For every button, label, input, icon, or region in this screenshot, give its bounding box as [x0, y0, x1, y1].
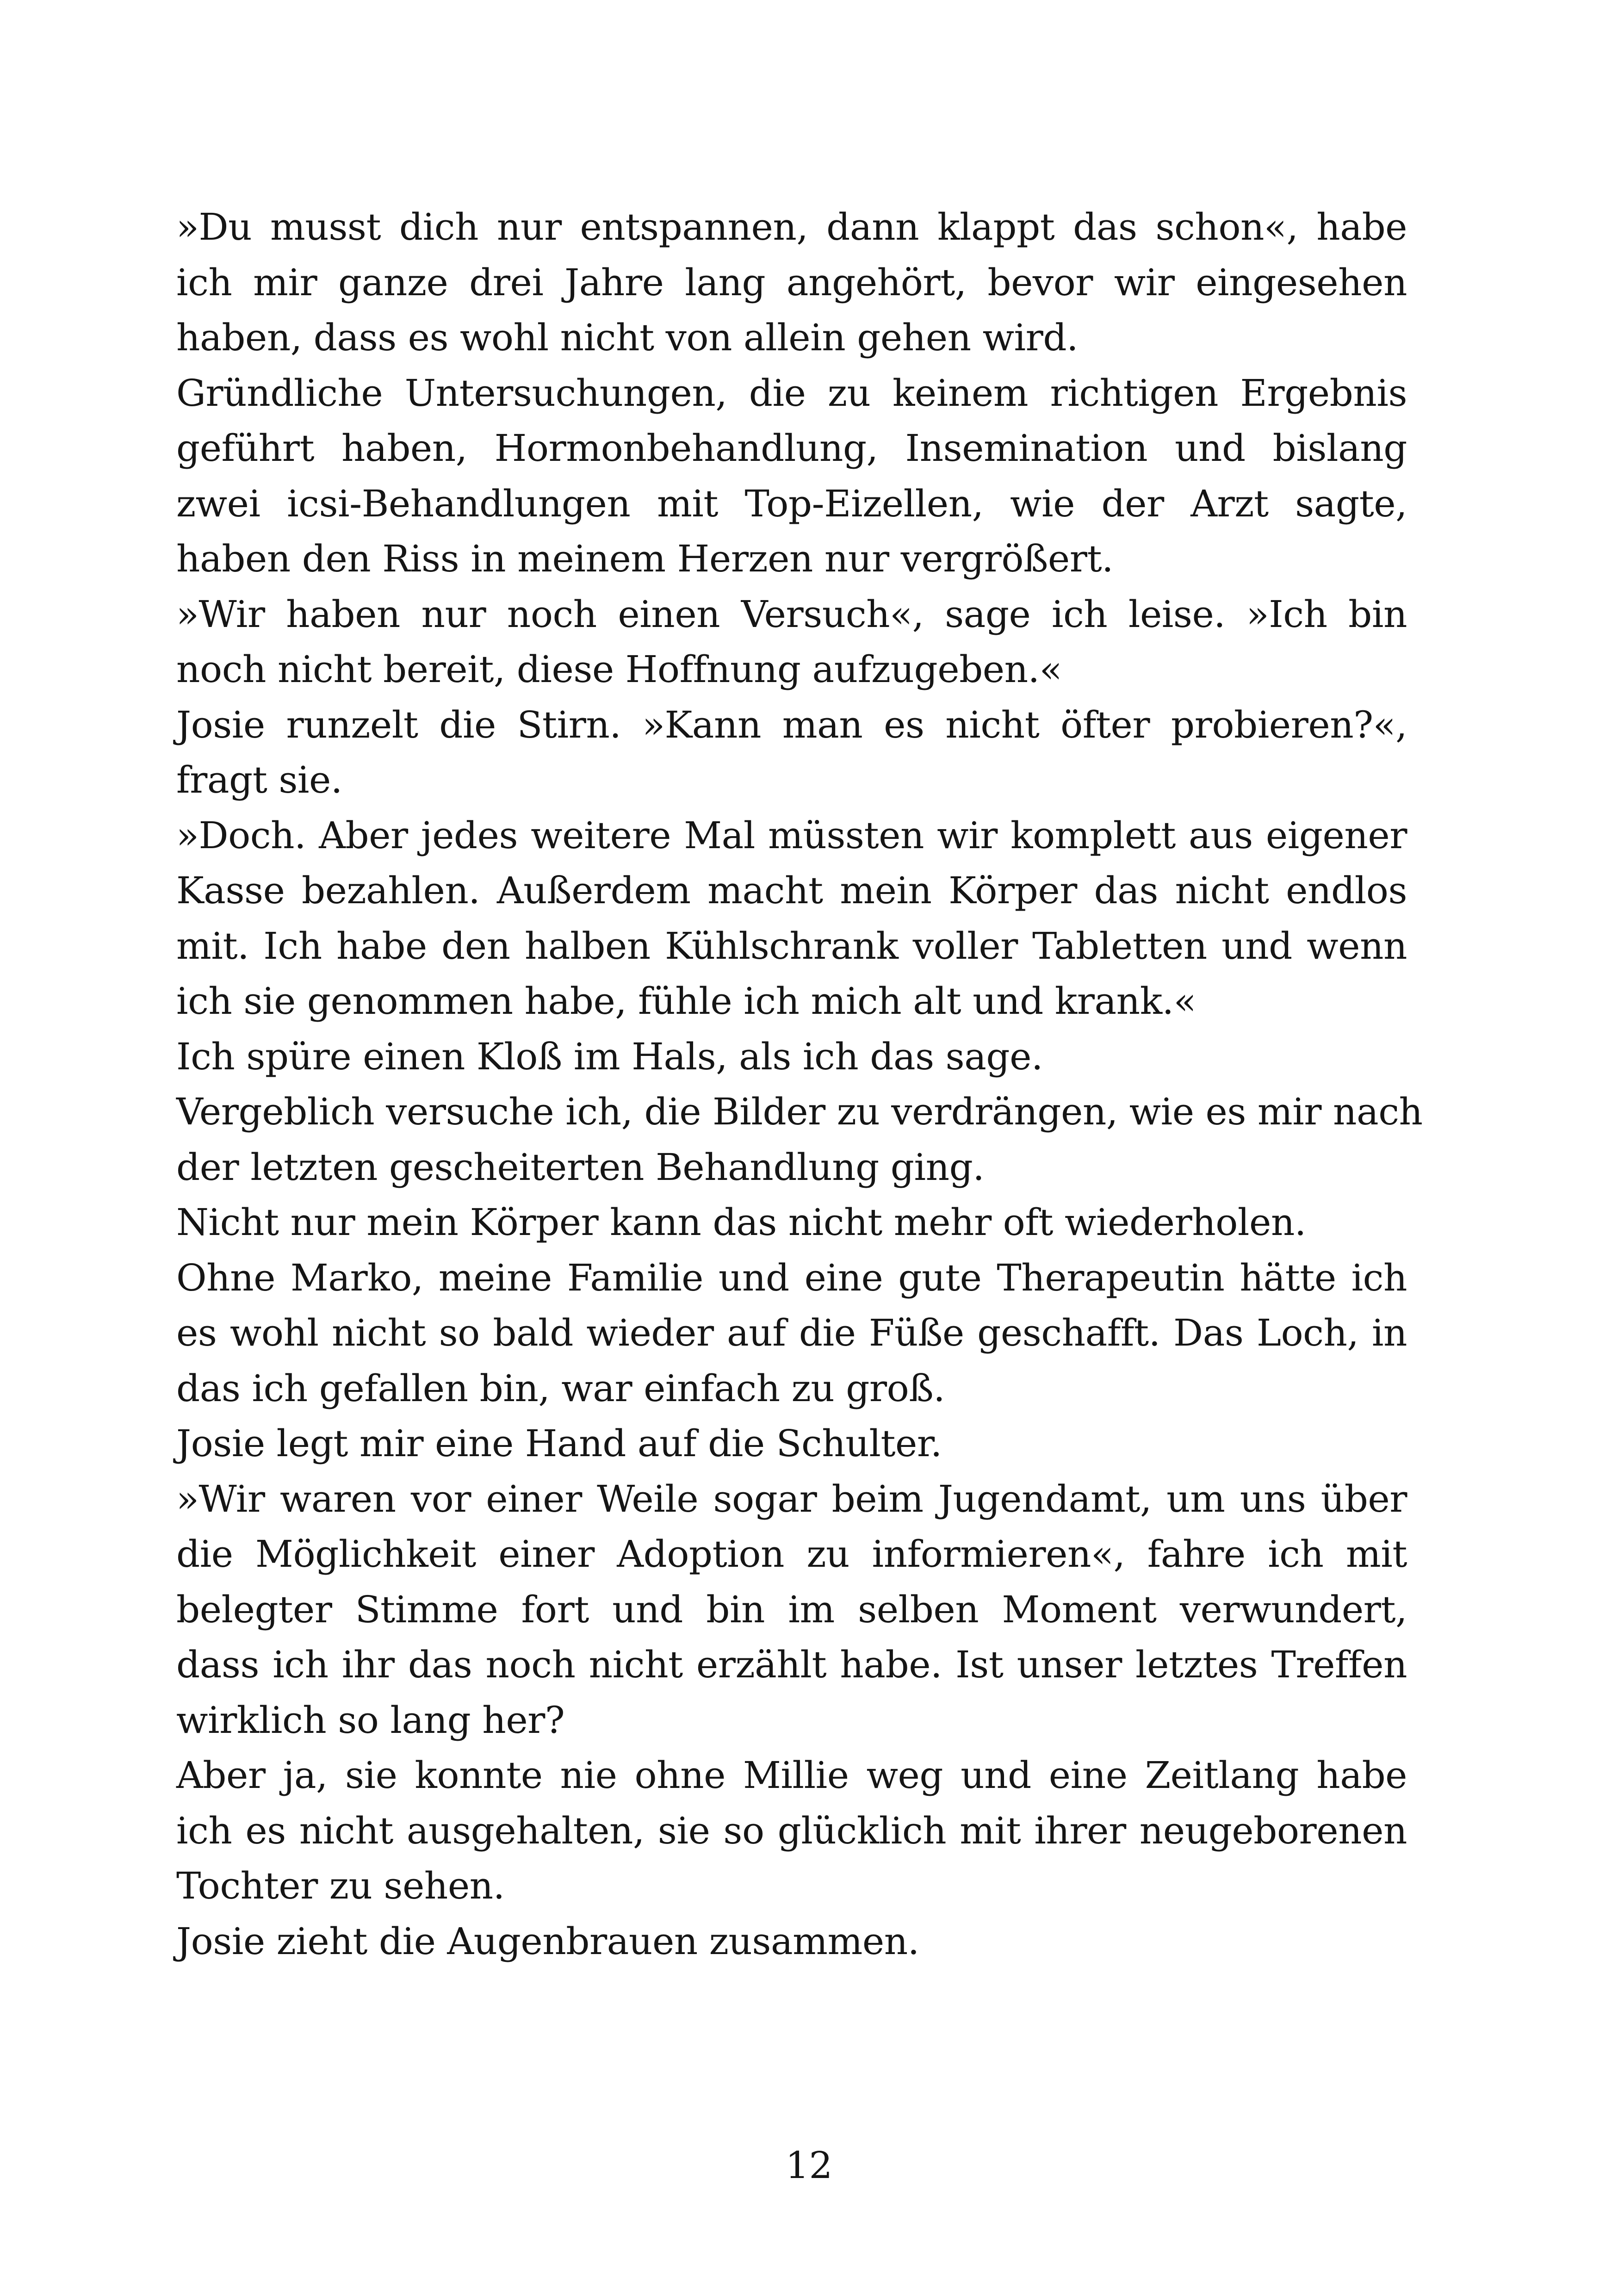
text-line: »Wir haben nur noch einen Versuch«, sage ich leise. »Ich bin [176, 592, 1407, 636]
text-line: geführt haben, Hormonbehandlung, Insemination und bislang [176, 427, 1407, 470]
text-line: dass ich ihr das noch nicht erzählt habe. Ist unser letztes Treffen [176, 1643, 1407, 1686]
text-line: »Doch. Aber jedes weitere Mal müssten wir komplett aus eigener [176, 813, 1407, 857]
text-line: Nicht nur mein Körper kann das nicht mehr oft wiederholen. [176, 1201, 1306, 1244]
text-line: der letzten gescheiterten Behandlung ging. [176, 1145, 985, 1189]
text-line: Vergeblich versuche ich, die Bilder zu verdrängen, wie es mir nach [176, 1090, 1423, 1133]
text-line: Kasse bezahlen. Außerdem macht mein Körper das nicht endlos [176, 869, 1407, 912]
page-number: 12 [785, 2144, 833, 2187]
text-line: Ohne Marko, meine Familie und eine gute Therapeutin hätte ich [176, 1256, 1407, 1299]
text-line: noch nicht bereit, diese Hoffnung aufzugeben.« [176, 648, 1062, 691]
text-line: es wohl nicht so bald wieder auf die Füße geschafft. Das Loch, in [176, 1311, 1407, 1354]
text-line: haben den Riss in meinem Herzen nur vergrößert. [176, 537, 1114, 580]
text-line: haben, dass es wohl nicht von allein gehen wird. [176, 316, 1079, 359]
text-line: »Du musst dich nur entspannen, dann klappt das schon«, habe [176, 205, 1407, 248]
text-line: belegter Stimme fort und bin im selben Moment verwundert, [176, 1588, 1407, 1631]
text-line: die Möglichkeit einer Adoption zu informieren«, fahre ich mit [176, 1533, 1407, 1576]
text-line: Gründliche Untersuchungen, die zu keinem richtigen Ergebnis [176, 371, 1407, 415]
text-line: Aber ja, sie konnte nie ohne Millie weg und eine Zeitlang habe [176, 1754, 1407, 1797]
text-line: ich es nicht ausgehalten, sie so glücklich mit ihrer neugeborenen [176, 1809, 1407, 1852]
text-line: Josie legt mir eine Hand auf die Schulter. [176, 1422, 942, 1465]
text-line: zwei icsi-Behandlungen mit Top-Eizellen, wie der Arzt sagte, [176, 482, 1407, 525]
text-line: wirklich so lang her? [176, 1698, 565, 1742]
text-line: ich mir ganze drei Jahre lang angehört, bevor wir eingesehen [176, 261, 1407, 304]
text-line: fragt sie. [176, 758, 342, 801]
text-line: Josie zieht die Augenbrauen zusammen. [176, 1919, 919, 1963]
text-line: Ich spüre einen Kloß im Hals, als ich das sage. [176, 1035, 1043, 1078]
text-line: Tochter zu sehen. [176, 1864, 505, 1907]
text-line: das ich gefallen bin, war einfach zu groß. [176, 1366, 945, 1410]
text-line: ich sie genommen habe, fühle ich mich alt und krank.« [176, 980, 1196, 1023]
text-line: »Wir waren vor einer Weile sogar beim Jugendamt, um uns über [176, 1477, 1407, 1520]
text-line: Josie runzelt die Stirn. »Kann man es nicht öfter probieren?«, [176, 703, 1407, 746]
body-text [176, 199, 1423, 1969]
text-line: mit. Ich habe den halben Kühlschrank voller Tabletten und wenn [176, 924, 1407, 968]
